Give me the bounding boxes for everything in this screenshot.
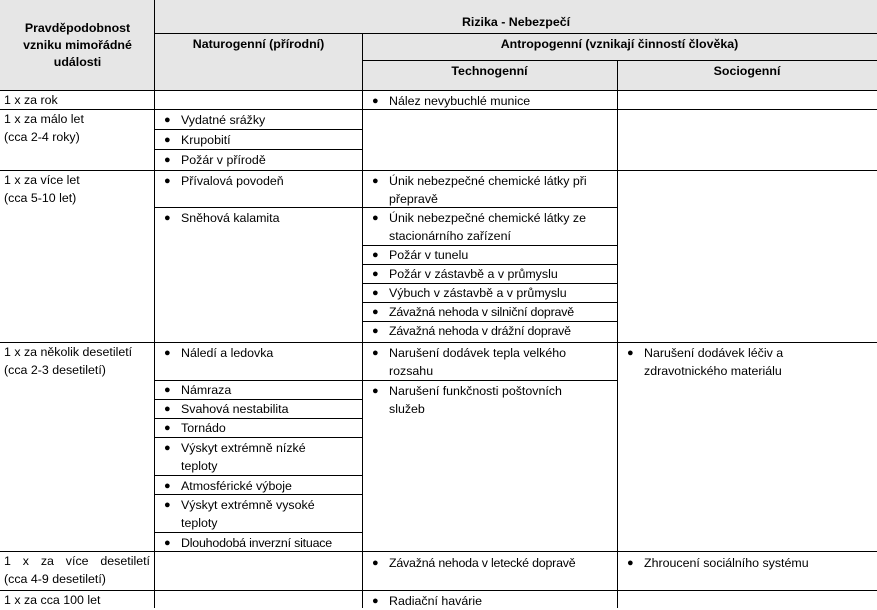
frequency-label: 1 x za více let xyxy=(4,173,80,187)
header-divider xyxy=(617,60,618,90)
item-text: Vydatné srážky xyxy=(181,113,266,127)
list-item xyxy=(372,209,612,245)
item-text: Nález nevybuchlé munice xyxy=(389,94,531,108)
cell-divider xyxy=(155,207,362,208)
item-text: Výbuch v zástavbě a v průmyslu xyxy=(389,286,567,300)
bullet-icon: ● xyxy=(372,557,379,569)
bullet-icon: ● xyxy=(372,287,379,299)
header-divider xyxy=(362,60,877,61)
list-item xyxy=(372,322,617,340)
header-natural xyxy=(155,34,362,54)
frequency-cell xyxy=(4,552,154,588)
bullet-icon: ● xyxy=(372,249,379,261)
list-item xyxy=(372,265,617,283)
bullet-icon: ● xyxy=(164,175,171,187)
header-risks-title xyxy=(155,12,877,32)
cell-divider xyxy=(155,475,362,476)
header-divider xyxy=(362,33,363,90)
frequency-label: 1 x za málo let xyxy=(4,112,84,126)
list-item xyxy=(164,381,356,399)
list-item xyxy=(372,592,612,610)
item-text: Závažná nehoda v silniční dopravě xyxy=(389,305,574,319)
frequency-cell xyxy=(4,591,154,609)
bullet-icon: ● xyxy=(164,480,171,492)
list-item xyxy=(164,534,362,552)
bullet-icon: ● xyxy=(164,212,171,224)
bullet-icon: ● xyxy=(164,114,171,126)
header-techno-text: Technogenní xyxy=(451,63,528,78)
item-text: Dlouhodobá inverzní situace xyxy=(181,536,332,550)
list-item xyxy=(372,382,597,418)
bullet-icon: ● xyxy=(164,347,171,359)
bullet-icon: ● xyxy=(372,306,379,318)
list-item xyxy=(164,172,356,190)
frequency-note: (cca 5-10 let) xyxy=(4,191,77,205)
list-item xyxy=(372,554,617,572)
list-item xyxy=(164,209,356,227)
item-text: Atmosférické výboje xyxy=(181,479,292,493)
bullet-icon: ● xyxy=(164,442,171,454)
cell-divider xyxy=(155,149,362,150)
item-text: Přívalová povodeň xyxy=(181,174,284,188)
bullet-icon: ● xyxy=(372,347,379,359)
bullet-icon: ● xyxy=(164,154,171,166)
list-item xyxy=(372,303,617,321)
column-divider xyxy=(617,90,618,608)
list-item xyxy=(627,554,872,572)
list-item xyxy=(164,400,356,418)
frequency-cell xyxy=(4,91,154,109)
bullet-icon: ● xyxy=(164,422,171,434)
header-anthropogenic xyxy=(362,34,877,54)
list-item xyxy=(164,439,324,475)
cell-divider xyxy=(362,380,617,381)
item-text: Narušení dodávek léčiv a zdravotnického materiálu xyxy=(644,346,784,378)
list-item xyxy=(372,284,617,302)
item-text: Výskyt extrémně vysoké teploty xyxy=(181,498,315,530)
bullet-icon: ● xyxy=(164,537,171,549)
item-text: Únik nebezpečné chemické látky při přepravě xyxy=(389,174,587,206)
frequency-note: (cca 2-3 desetiletí) xyxy=(4,363,106,377)
item-text: Požár v tunelu xyxy=(389,248,469,262)
header-socio-text: Sociogenní xyxy=(713,63,781,78)
item-text: Výskyt extrémně nízké teploty xyxy=(181,441,306,473)
list-item xyxy=(164,496,336,532)
frequency-cell xyxy=(4,110,154,146)
frequency-label: 1 x za cca 100 let xyxy=(4,593,101,607)
list-item xyxy=(372,344,597,380)
frequency-label: 1 x za několik desetiletí xyxy=(4,345,133,359)
item-text: Narušení funkčnosti poštovních služeb xyxy=(389,384,562,416)
list-item xyxy=(164,477,356,495)
frequency-note: (cca 2-4 roky) xyxy=(4,130,80,144)
header-risks-text: Rizika - Nebezpečí xyxy=(461,14,571,29)
header-divider xyxy=(154,0,155,90)
item-text: Narušení dodávek tepla velkého rozsahu xyxy=(389,346,567,378)
item-text: Náledí a ledovka xyxy=(181,346,274,360)
header-anthropogenic-text: Antropogenní (vznikají činností člověka) xyxy=(500,36,739,51)
frequency-note: (cca 4-9 desetiletí) xyxy=(4,572,106,586)
item-text: Sněhová kalamita xyxy=(181,211,280,225)
header-socio xyxy=(617,61,877,81)
frequency-label: 1 x za rok xyxy=(4,93,58,107)
bullet-icon: ● xyxy=(372,385,379,397)
list-item xyxy=(372,172,612,208)
bullet-icon: ● xyxy=(372,268,379,280)
header-divider xyxy=(155,33,877,34)
list-item xyxy=(372,92,612,110)
item-text: Námraza xyxy=(181,383,232,397)
bullet-icon: ● xyxy=(164,384,171,396)
list-item xyxy=(164,111,356,129)
list-item xyxy=(164,151,356,169)
list-item xyxy=(627,344,827,380)
item-text: Únik nebezpečné chemické látky ze stacionárního zařízení xyxy=(389,211,586,243)
item-text: Zhroucení sociálního systému xyxy=(644,556,809,570)
item-text: Požár v přírodě xyxy=(181,153,266,167)
bullet-icon: ● xyxy=(372,175,379,187)
frequency-label: 1 x za více desetiletí xyxy=(4,554,150,568)
column-divider xyxy=(362,90,363,608)
header-natural-text: Naturogenní (přírodní) xyxy=(192,36,325,51)
column-divider xyxy=(154,90,155,608)
list-item xyxy=(164,344,356,362)
item-text: Závažná nehoda v letecké dopravě xyxy=(389,556,576,570)
header-probability xyxy=(0,0,155,90)
cell-divider xyxy=(155,129,362,130)
frequency-cell xyxy=(4,343,154,379)
frequency-cell xyxy=(4,171,154,207)
item-text: Radiační havárie xyxy=(389,594,482,608)
header-probability-text: Pravděpodobnost vzniku mimořádné události xyxy=(23,20,132,69)
list-item xyxy=(372,246,612,264)
bullet-icon: ● xyxy=(372,595,379,607)
bullet-icon: ● xyxy=(627,347,634,359)
bullet-icon: ● xyxy=(164,403,171,415)
list-item xyxy=(164,419,356,437)
bullet-icon: ● xyxy=(627,557,634,569)
item-text: Tornádo xyxy=(181,421,226,435)
item-text: Závažná nehoda v drážní dopravě xyxy=(389,324,571,338)
list-item xyxy=(164,131,356,149)
header-techno xyxy=(362,61,617,81)
cell-divider xyxy=(155,437,362,438)
cell-divider xyxy=(155,532,362,533)
item-text: Krupobití xyxy=(181,133,231,147)
bullet-icon: ● xyxy=(164,499,171,511)
item-text: Svahová nestabilita xyxy=(181,402,289,416)
item-text: Požár v zástavbě a v průmyslu xyxy=(389,267,558,281)
bullet-icon: ● xyxy=(372,95,379,107)
bullet-icon: ● xyxy=(164,134,171,146)
bullet-icon: ● xyxy=(372,325,379,337)
bullet-icon: ● xyxy=(372,212,379,224)
